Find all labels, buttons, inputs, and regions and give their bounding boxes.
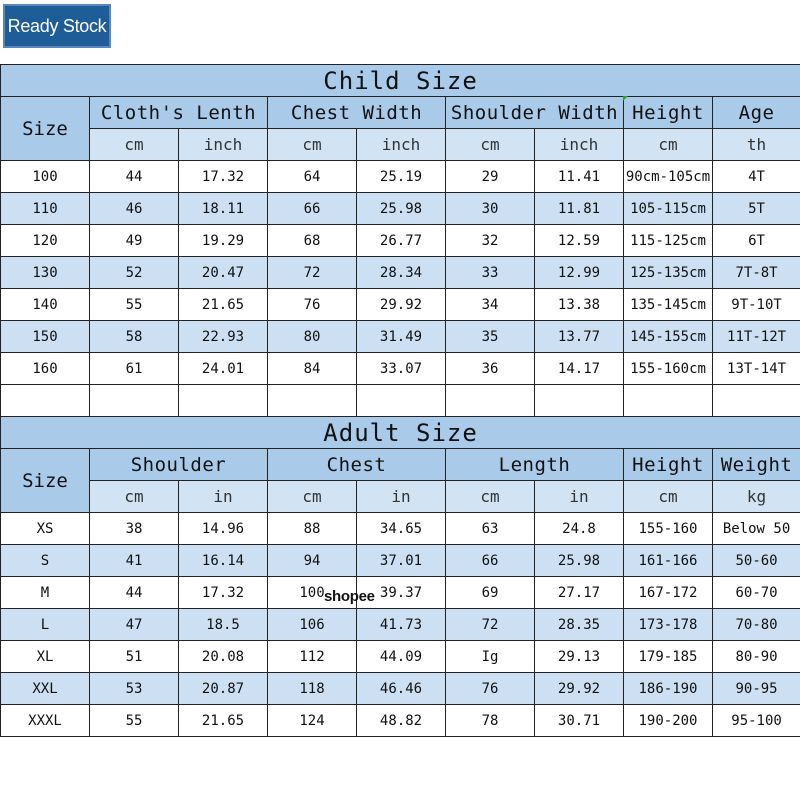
table-cell: 20.08: [179, 641, 268, 673]
table-cell: 52: [90, 257, 179, 289]
table-cell: 25.98: [535, 545, 624, 577]
table-cell: 55: [90, 289, 179, 321]
table-row: [1, 321, 800, 353]
table-cell: 44: [90, 161, 179, 193]
table-cell: 90-95: [713, 673, 800, 705]
table-row: [1, 257, 800, 289]
empty-cell: [1, 385, 90, 417]
child-table-title: Child Size: [1, 65, 800, 97]
size-label-cell: 100: [1, 161, 90, 193]
table-cell: 100: [268, 577, 357, 609]
table-cell: 20.47: [179, 257, 268, 289]
table-cell: 31.49: [357, 321, 446, 353]
table-cell: 39.37: [357, 577, 446, 609]
table-cell: 44: [90, 577, 179, 609]
table-cell: 66: [268, 193, 357, 225]
table-cell: 16.14: [179, 545, 268, 577]
size-label-cell: 140: [1, 289, 90, 321]
table-cell: Ig: [446, 641, 535, 673]
table-row: [1, 161, 800, 193]
adult-table-title: Adult Size: [1, 417, 800, 449]
adult-unit-label: in: [357, 481, 446, 513]
table-cell: 155-160cm: [624, 353, 713, 385]
size-label-cell: L: [1, 609, 90, 641]
table-cell: Below 50: [713, 513, 800, 545]
table-cell: 17.32: [179, 161, 268, 193]
table-cell: 72: [268, 257, 357, 289]
table-cell: 25.98: [357, 193, 446, 225]
table-cell: 72: [446, 609, 535, 641]
table-cell: 84: [268, 353, 357, 385]
table-cell: 66: [446, 545, 535, 577]
table-cell: 32: [446, 225, 535, 257]
table-cell: 29.13: [535, 641, 624, 673]
table-cell: 22.93: [179, 321, 268, 353]
table-cell: 80: [268, 321, 357, 353]
spacer-row: [1, 385, 800, 417]
size-label-cell: 160: [1, 353, 90, 385]
table-cell: 6T: [713, 225, 800, 257]
child-unit-label: inch: [535, 129, 624, 161]
table-cell: 30: [446, 193, 535, 225]
adult-size-header: Size: [1, 449, 90, 513]
empty-cell: [446, 385, 535, 417]
table-cell: 50-60: [713, 545, 800, 577]
table-cell: 190-200: [624, 705, 713, 737]
table-cell: 41.73: [357, 609, 446, 641]
table-cell: 112: [268, 641, 357, 673]
table-row: [1, 705, 800, 737]
table-cell: 28.35: [535, 609, 624, 641]
table-cell: 76: [446, 673, 535, 705]
table-cell: 11.41: [535, 161, 624, 193]
child-unit-label: cm: [90, 129, 179, 161]
table-cell: 47: [90, 609, 179, 641]
table-cell: 29.92: [535, 673, 624, 705]
table-cell: 12.59: [535, 225, 624, 257]
child-unit-label: cm: [446, 129, 535, 161]
empty-cell: [268, 385, 357, 417]
adult-unit-label: in: [179, 481, 268, 513]
size-label-cell: XL: [1, 641, 90, 673]
table-cell: 13.38: [535, 289, 624, 321]
table-cell: 94: [268, 545, 357, 577]
table-cell: 17.32: [179, 577, 268, 609]
table-row: [1, 289, 800, 321]
table-cell: 135-145cm: [624, 289, 713, 321]
table-cell: 28.34: [357, 257, 446, 289]
table-cell: 9T-10T: [713, 289, 800, 321]
child-title-row: [1, 65, 800, 97]
table-row: [1, 577, 800, 609]
child-column-header: Height: [624, 97, 713, 129]
table-cell: 14.17: [535, 353, 624, 385]
size-label-cell: 130: [1, 257, 90, 289]
table-cell: 34.65: [357, 513, 446, 545]
table-cell: 167-172: [624, 577, 713, 609]
table-cell: 4T: [713, 161, 800, 193]
table-cell: 53: [90, 673, 179, 705]
table-cell: 115-125cm: [624, 225, 713, 257]
table-cell: 64: [268, 161, 357, 193]
size-label-cell: 110: [1, 193, 90, 225]
child-unit-label: cm: [268, 129, 357, 161]
table-cell: 118: [268, 673, 357, 705]
table-cell: 48.82: [357, 705, 446, 737]
child-size-table: [0, 64, 800, 417]
table-cell: 68: [268, 225, 357, 257]
table-cell: 18.5: [179, 609, 268, 641]
table-cell: 179-185: [624, 641, 713, 673]
table-cell: 124: [268, 705, 357, 737]
table-cell: 35: [446, 321, 535, 353]
table-cell: 78: [446, 705, 535, 737]
table-cell: 41: [90, 545, 179, 577]
table-cell: 49: [90, 225, 179, 257]
table-row: [1, 609, 800, 641]
table-cell: 88: [268, 513, 357, 545]
table-cell: 161-166: [624, 545, 713, 577]
table-cell: 36: [446, 353, 535, 385]
size-label-cell: XS: [1, 513, 90, 545]
adult-units-row: [1, 481, 800, 513]
table-cell: 30.71: [535, 705, 624, 737]
child-column-header: Shoulder Width: [446, 97, 624, 129]
child-unit-label: th: [713, 129, 800, 161]
table-cell: 27.17: [535, 577, 624, 609]
table-cell: 63: [446, 513, 535, 545]
table-cell: 80-90: [713, 641, 800, 673]
table-cell: 125-135cm: [624, 257, 713, 289]
table-cell: 13.77: [535, 321, 624, 353]
child-column-header: Chest Width: [268, 97, 446, 129]
table-cell: 51: [90, 641, 179, 673]
table-cell: 106: [268, 609, 357, 641]
child-unit-label: inch: [357, 129, 446, 161]
size-label-cell: M: [1, 577, 90, 609]
ready-stock-badge: Ready Stock: [3, 4, 111, 48]
table-row: [1, 641, 800, 673]
adult-size-table: [0, 416, 800, 737]
child-column-header: Cloth's Lenth: [90, 97, 268, 129]
adult-column-header: Height: [624, 449, 713, 481]
table-cell: 60-70: [713, 577, 800, 609]
table-row: [1, 513, 800, 545]
child-unit-label: cm: [624, 129, 713, 161]
adult-title-row: [1, 417, 800, 449]
table-row: [1, 545, 800, 577]
adult-column-header: Weight: [713, 449, 800, 481]
table-cell: 61: [90, 353, 179, 385]
table-cell: 76: [268, 289, 357, 321]
table-cell: 69: [446, 577, 535, 609]
adult-unit-label: cm: [90, 481, 179, 513]
size-label-cell: S: [1, 545, 90, 577]
table-row: [1, 193, 800, 225]
table-cell: 11T-12T: [713, 321, 800, 353]
table-cell: 46: [90, 193, 179, 225]
size-label-cell: 150: [1, 321, 90, 353]
table-cell: 186-190: [624, 673, 713, 705]
table-cell: 19.29: [179, 225, 268, 257]
table-cell: 34: [446, 289, 535, 321]
child-size-header: Size: [1, 97, 90, 161]
table-cell: 7T-8T: [713, 257, 800, 289]
shopee-watermark: shopee: [324, 588, 375, 605]
empty-cell: [90, 385, 179, 417]
table-cell: 46.46: [357, 673, 446, 705]
table-cell: 58: [90, 321, 179, 353]
table-cell: 95-100: [713, 705, 800, 737]
adult-unit-label: cm: [268, 481, 357, 513]
adult-header-row: [1, 449, 800, 481]
adult-column-header: Chest: [268, 449, 446, 481]
adult-unit-label: cm: [624, 481, 713, 513]
size-label-cell: 120: [1, 225, 90, 257]
adult-unit-label: in: [535, 481, 624, 513]
table-row: [1, 673, 800, 705]
size-label-cell: XXXL: [1, 705, 90, 737]
table-cell: 145-155cm: [624, 321, 713, 353]
table-cell: 33: [446, 257, 535, 289]
child-units-row: [1, 129, 800, 161]
child-column-header: Age: [713, 97, 800, 129]
table-cell: 29.92: [357, 289, 446, 321]
empty-cell: [535, 385, 624, 417]
table-row: [1, 353, 800, 385]
table-row: [1, 225, 800, 257]
table-cell: 12.99: [535, 257, 624, 289]
table-cell: 26.77: [357, 225, 446, 257]
table-cell: 18.11: [179, 193, 268, 225]
empty-cell: [624, 385, 713, 417]
adult-column-header: Length: [446, 449, 624, 481]
table-cell: 14.96: [179, 513, 268, 545]
table-cell: 24.8: [535, 513, 624, 545]
table-cell: 33.07: [357, 353, 446, 385]
adult-unit-label: kg: [713, 481, 800, 513]
table-cell: 21.65: [179, 705, 268, 737]
table-cell: 37.01: [357, 545, 446, 577]
empty-cell: [357, 385, 446, 417]
table-cell: 55: [90, 705, 179, 737]
adult-column-header: Shoulder: [90, 449, 268, 481]
table-cell: 155-160: [624, 513, 713, 545]
size-label-cell: XXL: [1, 673, 90, 705]
table-cell: 24.01: [179, 353, 268, 385]
table-cell: 38: [90, 513, 179, 545]
table-cell: 173-178: [624, 609, 713, 641]
cell-comment-marker: [623, 96, 628, 101]
empty-cell: [713, 385, 800, 417]
adult-unit-label: cm: [446, 481, 535, 513]
table-cell: 70-80: [713, 609, 800, 641]
empty-cell: [179, 385, 268, 417]
table-cell: 105-115cm: [624, 193, 713, 225]
table-cell: 90cm-105cm: [624, 161, 713, 193]
table-cell: 25.19: [357, 161, 446, 193]
table-cell: 13T-14T: [713, 353, 800, 385]
table-cell: 20.87: [179, 673, 268, 705]
table-cell: 21.65: [179, 289, 268, 321]
table-cell: 44.09: [357, 641, 446, 673]
table-cell: 5T: [713, 193, 800, 225]
child-header-row: [1, 97, 800, 129]
child-unit-label: inch: [179, 129, 268, 161]
table-cell: 11.81: [535, 193, 624, 225]
table-cell: 29: [446, 161, 535, 193]
